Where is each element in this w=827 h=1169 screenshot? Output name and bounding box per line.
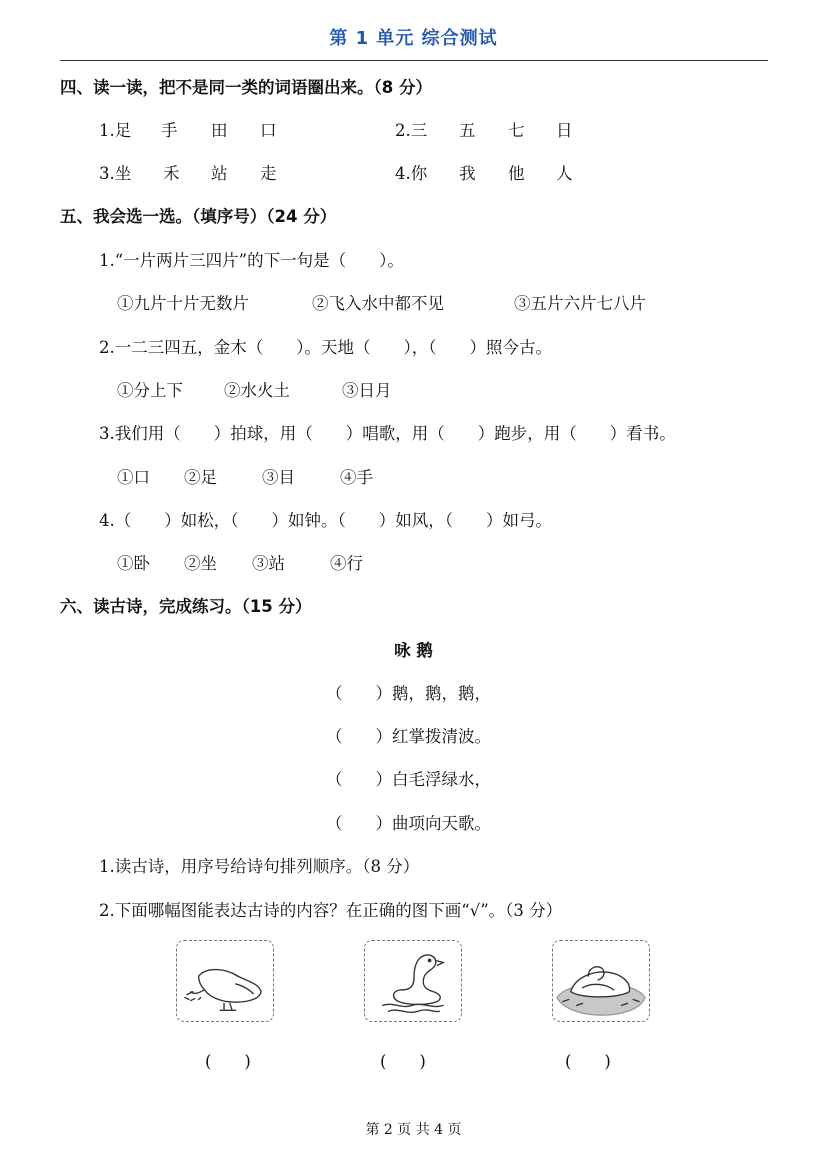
s6-question-1: 1.读古诗，用序号给诗句排列顺序。（8 分） [99, 857, 420, 876]
s5-q2-option-3: ③日月 [342, 381, 392, 400]
s5-question-3: 3.我们用（ ）拍球，用（ ）唱歌，用（ ）跑步，用（ ）看书。 [99, 424, 676, 443]
s5-q1-option-2: ②飞入水中都不见 [312, 294, 444, 313]
s4-item-2-word-3: 七 [508, 121, 525, 140]
poem-line-3: （ ）白毛浮绿水， [326, 770, 491, 789]
s4-item-1-word-2: 手 [161, 121, 178, 140]
page-number: 第 2 页 共 4 页 [365, 1122, 462, 1138]
s4-item-1-word-3: 田 [211, 121, 228, 140]
s5-question-2: 2.一二三四五，金木（ ）。天地（ ），（ ）照今古。 [99, 338, 552, 357]
s5-q3-option-2: ②足 [184, 468, 217, 487]
s5-q4-option-1: ①卧 [117, 554, 150, 573]
answer-bracket-2[interactable]: ( ) [380, 1052, 426, 1071]
s4-item-3-word-3: 站 [211, 164, 228, 183]
answer-bracket-3[interactable]: ( ) [565, 1052, 611, 1071]
goose-pecking-ground-icon [176, 940, 274, 1022]
s5-q3-option-3: ③目 [262, 468, 295, 487]
s4-item-2-word-1: 2.三 [395, 121, 428, 140]
s5-q3-option-4: ④手 [340, 468, 373, 487]
section-6-title: 六、读古诗，完成练习。（15 分） [60, 597, 312, 616]
s5-q4-option-3: ③站 [252, 554, 285, 573]
s5-q4-option-4: ④行 [330, 554, 363, 573]
s4-item-2-word-2: 五 [459, 121, 476, 140]
poem-line-1: （ ）鹅，鹅，鹅， [326, 684, 491, 703]
s4-item-2-word-4: 日 [556, 121, 573, 140]
s4-item-3-word-1: 3.坐 [99, 164, 132, 183]
s4-item-4-word-1: 4.你 [395, 164, 428, 183]
s5-q2-option-1: ①分上下 [117, 381, 183, 400]
s4-item-1-word-1: 1.足 [99, 121, 132, 140]
answer-bracket-1[interactable]: ( ) [205, 1052, 251, 1071]
s4-item-3-word-2: 禾 [163, 164, 180, 183]
s4-item-4-word-2: 我 [459, 164, 476, 183]
s4-item-1-word-4: 口 [260, 121, 277, 140]
section-5-title: 五、我会选一选。（填序号）（24 分） [60, 207, 337, 226]
s5-q4-option-2: ②坐 [184, 554, 217, 573]
s5-q3-option-1: ①口 [117, 468, 150, 487]
poem-line-2: （ ）红掌拨清波。 [326, 727, 491, 746]
goose-sitting-in-nest-icon [552, 940, 650, 1022]
s5-q2-option-2: ②水火土 [224, 381, 290, 400]
poem-title: 咏 鹅 [394, 641, 433, 660]
s5-q1-option-3: ③五片六片七八片 [514, 294, 646, 313]
s6-question-2: 2.下面哪幅图能表达古诗的内容？在正确的图下画“√”。（3 分） [99, 901, 563, 920]
s5-question-4: 4.（ ）如松，（ ）如钟。（ ）如风，（ ）如弓。 [99, 511, 552, 530]
s5-q1-option-1: ①九片十片无数片 [117, 294, 249, 313]
goose-swimming-on-water-icon [364, 940, 462, 1022]
s4-item-4-word-3: 他 [508, 164, 525, 183]
s4-item-4-word-4: 人 [556, 164, 573, 183]
page-title: 第 1 单元 综合测试 [329, 28, 498, 49]
s4-item-3-word-4: 走 [260, 164, 277, 183]
poem-line-4: （ ）曲项向天歌。 [326, 814, 491, 833]
s5-question-1: 1.“一片两片三四片”的下一句是（ ）。 [99, 251, 404, 270]
section-4-title: 四、读一读，把不是同一类的词语圈出来。（8 分） [60, 78, 432, 97]
header-divider [60, 60, 768, 61]
